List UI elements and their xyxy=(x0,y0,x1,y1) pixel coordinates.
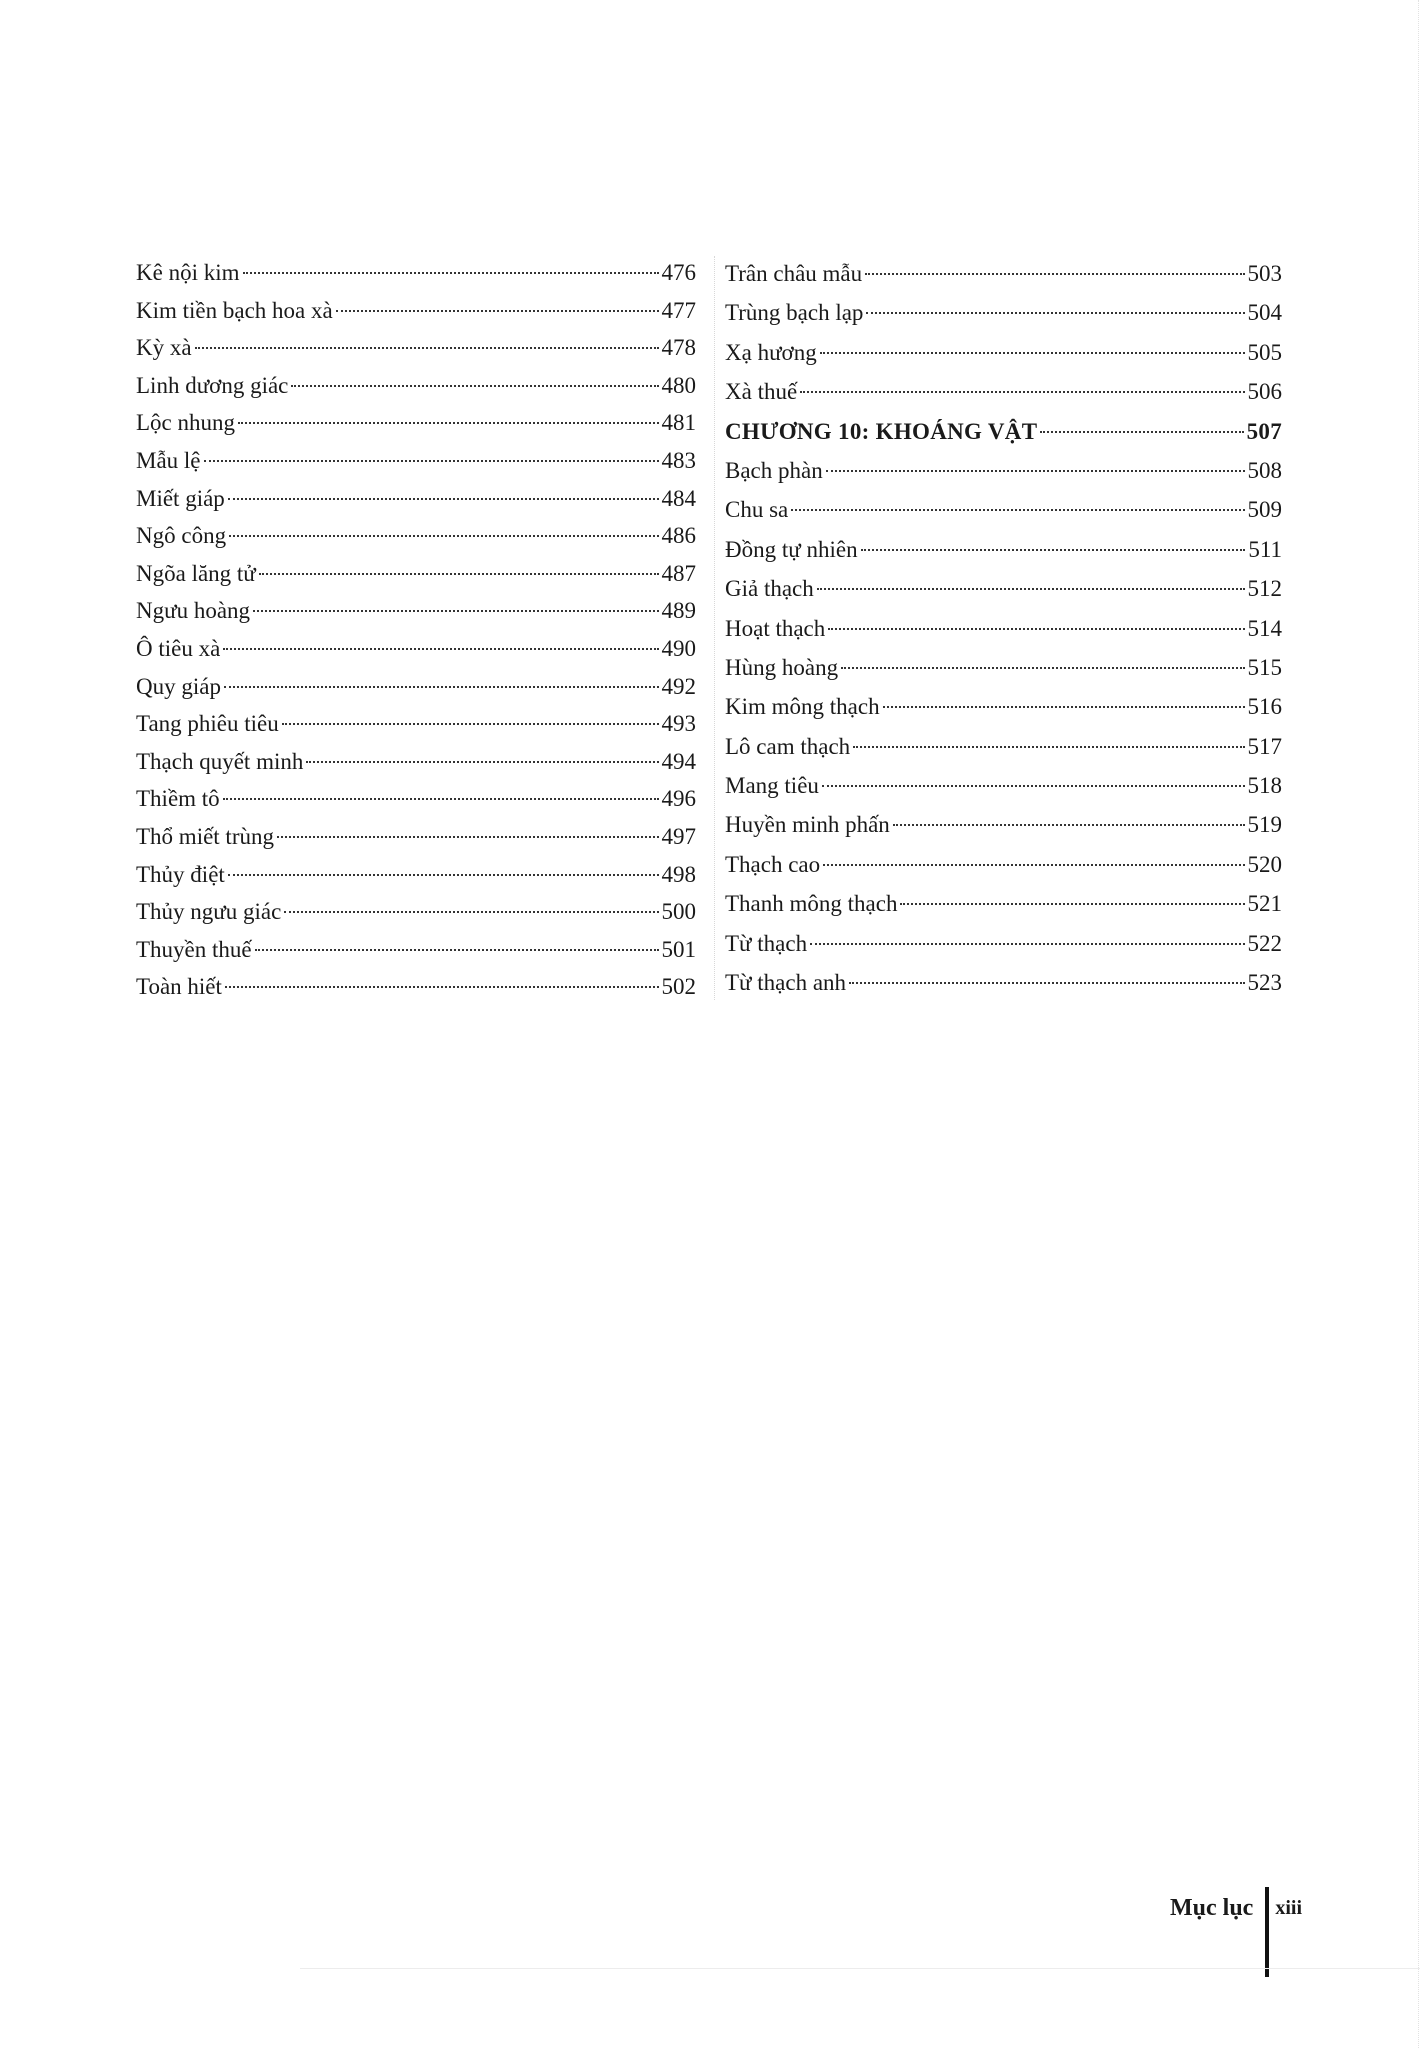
toc-entry-title: Thiềm tô xyxy=(136,786,220,812)
toc-entry-title: Thủy điệt xyxy=(136,861,225,887)
dot-leader xyxy=(893,823,1245,826)
toc-entry-title: Kim mông thạch xyxy=(725,694,880,720)
dot-leader xyxy=(841,666,1244,669)
toc-entry-title: Ngưu hoàng xyxy=(136,598,251,624)
toc-entry xyxy=(725,924,1282,963)
toc-entry xyxy=(725,293,1282,332)
dot-leader xyxy=(195,346,659,349)
toc-entry xyxy=(725,845,1282,884)
toc-entry xyxy=(725,766,1282,805)
toc-right-column xyxy=(725,254,1282,1002)
toc-entry-page: 504 xyxy=(1247,300,1282,326)
toc-entry-title: Thạch quyết minh xyxy=(136,748,304,774)
dot-leader xyxy=(259,572,659,575)
toc-entry-page: 521 xyxy=(1247,891,1282,917)
toc-entry-page: 508 xyxy=(1247,457,1282,483)
toc-entry-page: 506 xyxy=(1247,379,1282,405)
column-divider xyxy=(714,256,715,1000)
toc-entry-title: Tang phiêu tiêu xyxy=(136,711,279,737)
toc-entry xyxy=(136,780,696,818)
toc-entry xyxy=(725,569,1282,608)
toc-entry xyxy=(136,630,696,668)
toc-entry-page: 477 xyxy=(661,297,696,323)
dot-leader xyxy=(243,271,659,274)
toc-entry-page: 492 xyxy=(661,673,696,699)
dot-leader xyxy=(238,421,658,424)
toc-entry-title: Huyền minh phấn xyxy=(725,812,890,838)
toc-entry xyxy=(725,687,1282,726)
toc-left-column xyxy=(136,254,696,1006)
dot-leader xyxy=(224,685,659,688)
toc-entry-page: 515 xyxy=(1247,654,1282,680)
toc-entry-title: Thủy ngưu giác xyxy=(136,899,282,925)
toc-entry-page: 503 xyxy=(1247,261,1282,286)
dot-leader xyxy=(853,745,1244,748)
toc-entry-title: Thanh mông thạch xyxy=(725,891,898,917)
page-footer xyxy=(1170,1888,1302,1928)
toc-entry xyxy=(136,480,696,518)
dot-leader xyxy=(336,309,659,312)
toc-entry-page: 511 xyxy=(1248,536,1282,562)
toc-entry-page: 496 xyxy=(661,786,696,812)
toc-chapter-page: 507 xyxy=(1246,418,1282,444)
dot-leader xyxy=(253,609,658,612)
toc-entry-page: 484 xyxy=(661,485,696,511)
dot-leader xyxy=(866,311,1244,314)
toc-entry-page: 523 xyxy=(1247,970,1282,996)
toc-entry-title: Giả thạch xyxy=(725,576,814,602)
toc-entry xyxy=(136,292,696,330)
toc-entry xyxy=(136,893,696,931)
toc-entry-page: 512 xyxy=(1247,576,1282,602)
toc-entry xyxy=(136,705,696,743)
dot-leader xyxy=(828,627,1244,630)
toc-chapter-title: CHƯƠNG 10: KHOÁNG VẬT xyxy=(725,418,1038,444)
toc-entry xyxy=(725,530,1282,569)
toc-entry-title: Ngõa lăng tử xyxy=(136,560,256,586)
footer-page-number: xiii xyxy=(1275,1896,1302,1919)
dot-leader xyxy=(900,902,1244,905)
toc-entry-page: 487 xyxy=(661,560,696,586)
toc-entry-title: Miết giáp xyxy=(136,485,225,511)
toc-entry xyxy=(136,931,696,969)
toc-entry-page: 494 xyxy=(661,748,696,774)
dot-leader xyxy=(228,497,659,500)
dot-leader xyxy=(865,272,1244,275)
dot-leader xyxy=(849,981,1244,984)
toc-entry xyxy=(725,372,1282,411)
toc-entry xyxy=(725,884,1282,923)
dot-leader xyxy=(255,948,659,951)
toc-entry-title: Lộc nhung xyxy=(136,410,236,436)
toc-entry-page: 505 xyxy=(1247,339,1282,365)
toc-entry-page: 483 xyxy=(661,447,696,473)
dot-leader xyxy=(810,942,1244,945)
toc-entry-page: 517 xyxy=(1247,733,1282,759)
dot-leader xyxy=(204,459,659,462)
footer-separator-bar xyxy=(1265,1887,1269,1977)
toc-entry xyxy=(136,442,696,480)
toc-entry-page: 519 xyxy=(1247,812,1282,838)
toc-entry-page: 493 xyxy=(661,711,696,737)
toc-entry xyxy=(136,818,696,856)
toc-entry-title: Ô tiêu xà xyxy=(136,635,221,661)
toc-entry-title: Xà thuế xyxy=(725,379,798,405)
dot-leader xyxy=(791,508,1244,511)
toc-entry-page: 481 xyxy=(661,410,696,436)
toc-entry-title: Bạch phàn xyxy=(725,457,823,483)
toc-entry-title: Thạch cao xyxy=(725,851,821,877)
toc-entry-title: Đồng tự nhiên xyxy=(725,536,858,562)
toc-entry-title: Từ thạch anh xyxy=(725,970,847,996)
dot-leader xyxy=(277,835,659,838)
toc-entry-title: Ngô công xyxy=(136,523,227,549)
toc-entry-page: 514 xyxy=(1247,615,1282,641)
dot-leader xyxy=(284,910,658,913)
toc-entry-title: Thổ miết trùng xyxy=(136,823,274,849)
toc-entry-page: 522 xyxy=(1247,930,1282,956)
toc-entry xyxy=(136,856,696,894)
dot-leader xyxy=(225,985,659,988)
toc-entry-title: Mẫu lệ xyxy=(136,447,201,473)
toc-entry-page: 502 xyxy=(661,974,696,1000)
dot-leader xyxy=(228,873,659,876)
toc-entry-page: 501 xyxy=(661,936,696,962)
dot-leader xyxy=(291,384,658,387)
toc-entry xyxy=(725,490,1282,529)
toc-entry-page: 490 xyxy=(661,635,696,661)
toc-entry-title: Thuyền thuế xyxy=(136,936,252,962)
toc-entry-title: Hoạt thạch xyxy=(725,615,826,641)
toc-entry-title: Từ thạch xyxy=(725,930,808,956)
toc-entry-page: 500 xyxy=(661,899,696,925)
toc-entry-page: 497 xyxy=(661,823,696,849)
dot-leader xyxy=(800,390,1244,393)
bottom-rule xyxy=(300,1968,1420,1969)
toc-entry xyxy=(136,517,696,555)
toc-entry-title: Linh dương giác xyxy=(136,372,289,398)
toc-entry-title: Trân châu mẫu xyxy=(725,261,863,286)
toc-entry xyxy=(725,727,1282,766)
toc-entry-title: Kê nội kim xyxy=(136,260,240,285)
toc-entry xyxy=(725,963,1282,1002)
toc-entry-page: 478 xyxy=(661,335,696,361)
dot-leader xyxy=(861,548,1246,551)
toc-entry-page: 486 xyxy=(661,523,696,549)
toc-entry-title: Hùng hoàng xyxy=(725,654,839,680)
toc-entry xyxy=(725,609,1282,648)
toc-entry-title: Lô cam thạch xyxy=(725,733,851,759)
toc-entry xyxy=(136,367,696,405)
toc-entry xyxy=(725,254,1282,293)
toc-entry-page: 520 xyxy=(1247,851,1282,877)
toc-entry-page: 509 xyxy=(1247,497,1282,523)
toc-entry-title: Kim tiền bạch hoa xà xyxy=(136,297,333,323)
toc-entry xyxy=(725,648,1282,687)
toc-entry xyxy=(136,254,696,292)
toc-entry-page: 476 xyxy=(661,260,696,285)
toc-entry-title: Xạ hương xyxy=(725,339,817,365)
toc-entry-title: Trùng bạch lạp xyxy=(725,300,864,326)
toc-entry xyxy=(136,404,696,442)
toc-entry xyxy=(136,743,696,781)
dot-leader xyxy=(883,705,1245,708)
toc-entry-title: Chu sa xyxy=(725,497,789,523)
dot-leader xyxy=(306,760,658,763)
toc-entry-page: 498 xyxy=(661,861,696,887)
toc-entry xyxy=(136,329,696,367)
toc-entry-title: Mang tiêu xyxy=(725,773,819,799)
dot-leader xyxy=(223,647,658,650)
dot-leader xyxy=(223,797,659,800)
footer-section-label: Mục lục xyxy=(1170,1894,1254,1921)
toc-entry xyxy=(136,668,696,706)
toc-entry-title: Quy giáp xyxy=(136,673,221,699)
toc-entry-page: 518 xyxy=(1247,773,1282,799)
toc-entry xyxy=(725,805,1282,844)
dot-leader xyxy=(1040,430,1243,433)
dot-leader xyxy=(822,784,1245,787)
toc-entry-page: 480 xyxy=(661,372,696,398)
toc-entry xyxy=(136,555,696,593)
toc-entry-page: 516 xyxy=(1247,694,1282,720)
page-edge-line xyxy=(1418,0,1419,2048)
toc-entry xyxy=(725,451,1282,490)
toc-entry-title: Toàn hiết xyxy=(136,974,222,1000)
dot-leader xyxy=(826,469,1245,472)
dot-leader xyxy=(282,722,659,725)
toc-entry-page: 489 xyxy=(661,598,696,624)
toc-entry xyxy=(725,333,1282,372)
toc-chapter-heading xyxy=(725,412,1282,451)
toc-entry xyxy=(136,968,696,1006)
dot-leader xyxy=(823,863,1244,866)
toc-entry xyxy=(136,592,696,630)
dot-leader xyxy=(229,534,658,537)
toc-entry-title: Kỳ xà xyxy=(136,335,192,361)
dot-leader xyxy=(817,587,1245,590)
dot-leader xyxy=(820,351,1245,354)
